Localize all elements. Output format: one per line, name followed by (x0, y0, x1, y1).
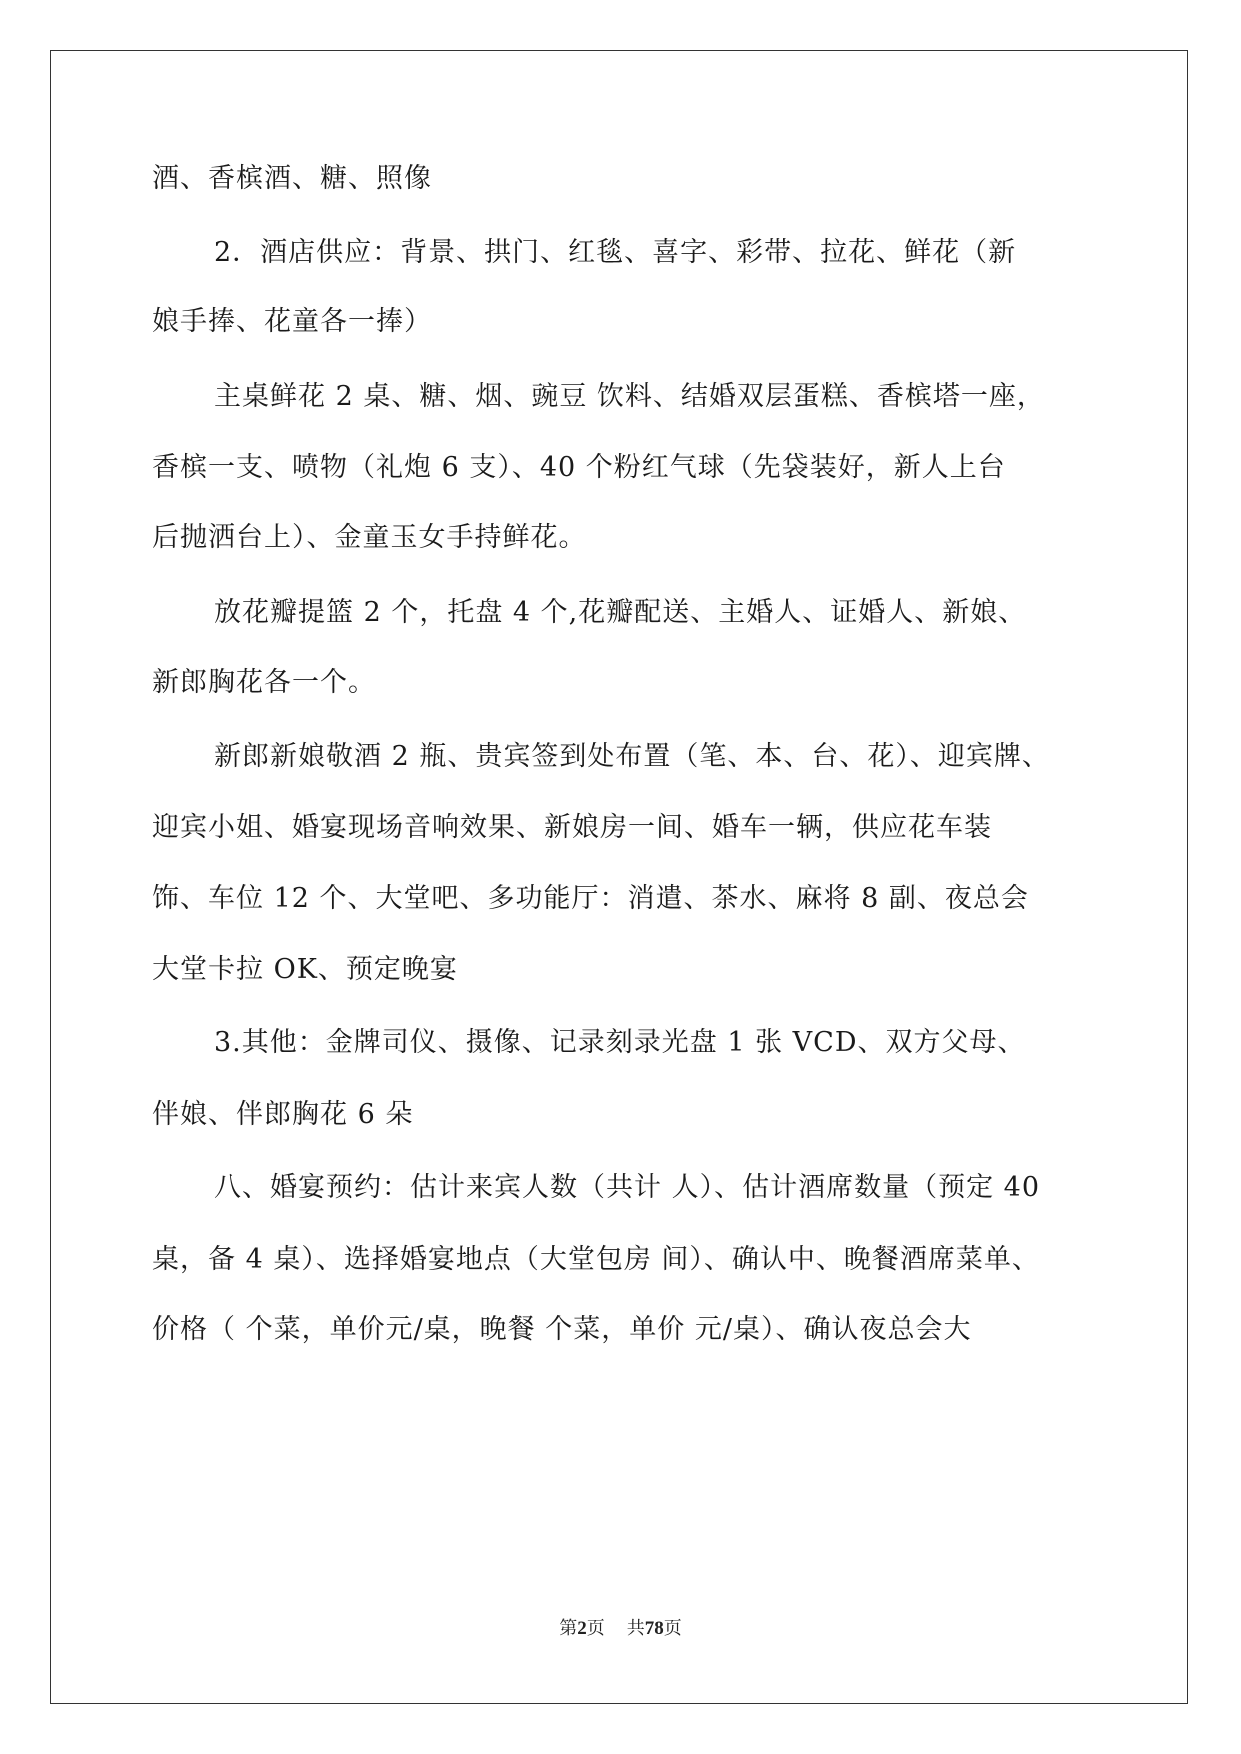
text-line: 新郎新娘敬酒 2 瓶、贵宾签到处布置（笔、本、台、花）、迎宾牌、 (214, 741, 1050, 772)
page-number: 2 (577, 1618, 587, 1639)
total-pages: 78 (644, 1618, 664, 1639)
text-line: 大堂卡拉 OK、预定晚宴 (152, 954, 458, 985)
text-line: 迎宾小姐、婚宴现场音响效果、新娘房一间、婚车一辆，供应花车装 (152, 812, 992, 843)
text-line: 放花瓣提篮 2 个，托盘 4 个,花瓣配送、主婚人、证婚人、新娘、 (214, 597, 1027, 628)
text-line: 饰、车位 12 个、大堂吧、多功能厅：消遣、茶水、麻将 8 副、夜总会 (152, 883, 1029, 914)
text-line: 酒、香槟酒、糖、照像 (152, 163, 432, 194)
page-unit: 页 (586, 1618, 605, 1639)
text-line: 八、婚宴预约：估计来宾人数（共计 人）、估计酒席数量（预定 40 (214, 1172, 1041, 1203)
text-line: 桌，备 4 桌）、选择婚宴地点（大堂包房 间）、确认中、晚餐酒席菜单、 (152, 1244, 1040, 1275)
text-line: 3.其他：金牌司仪、摄像、记录刻录光盘 1 张 VCD、双方父母、 (214, 1027, 1026, 1058)
total-prefix: 共 (626, 1618, 645, 1639)
text-line: 娘手捧、花童各一捧） (152, 306, 432, 337)
text-line: 伴娘、伴郎胸花 6 朵 (152, 1099, 414, 1130)
text-line: 后抛洒台上）、金童玉女手持鲜花。 (152, 522, 587, 553)
text-line: 2．酒店供应：背景、拱门、红毯、喜字、彩带、拉花、鲜花（新 (214, 237, 1017, 268)
page-prefix: 第 (559, 1618, 578, 1639)
page-border (50, 50, 1188, 1704)
page-footer (0, 1614, 1241, 1640)
text-line: 价格（ 个菜，单价元/桌，晚餐 个菜，单价 元/桌）、确认夜总会大 (152, 1314, 972, 1345)
total-unit: 页 (663, 1618, 682, 1639)
text-line: 主桌鲜花 2 桌、糖、烟、豌豆 饮料、结婚双层蛋糕、香槟塔一座， (214, 381, 1045, 412)
text-line: 新郎胸花各一个。 (152, 667, 376, 698)
text-line: 香槟一支、喷物（礼炮 6 支）、40 个粉红气球（先袋装好，新人上台 (152, 452, 1006, 483)
